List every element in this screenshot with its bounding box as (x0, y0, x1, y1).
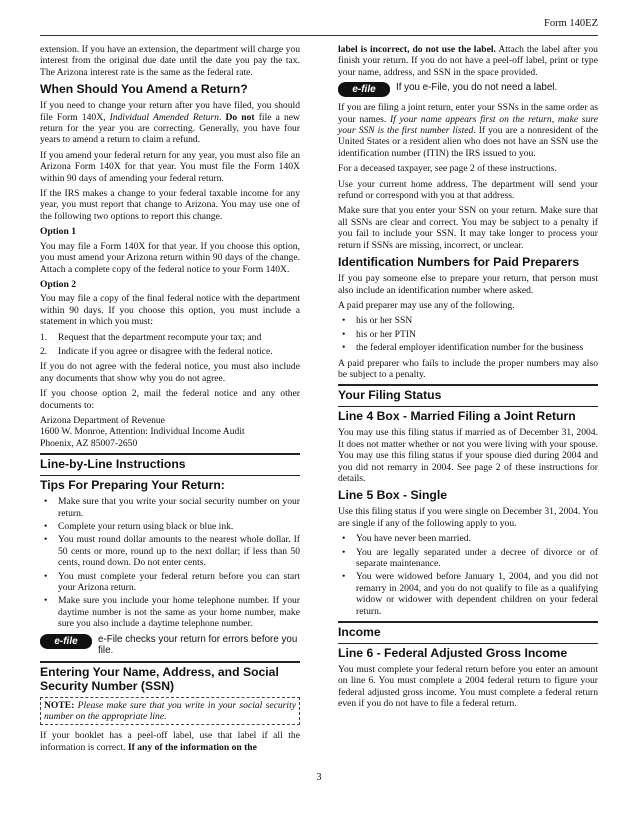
list-item: • You have never been married. (338, 533, 598, 544)
efile-logo-icon: e-file (40, 634, 92, 649)
amend-heading: When Should You Amend a Return? (40, 82, 248, 97)
mail-paragraph: If you choose option 2, mail the federal notice and any other documents to: (40, 388, 300, 411)
list-item: • the federal employer identification number for the business (338, 342, 598, 353)
list-item: • You were widowed before January 1, 2004, and you did not remarry in 2004, and you do not qualify to file as a qualifying widow or widower with dependent children on your federal return. (338, 571, 598, 617)
option-1-text: You may file a Form 140X for that year. If you choose this option, you must amend your Arizona return within 90 days of the change. Attach a complete copy of the federal notice to your Form 140X. (40, 240, 300, 275)
form-label: Form 140EZ (544, 18, 598, 29)
list-item: • Make sure you include your home telephone number. If your daytime number is not the same as your home number, make sure you also include a daytime telephone number. (40, 595, 300, 629)
amend-paragraph-3: If the IRS makes a change to your federal taxable income for any year, you must report that change to Arizona. You may use one of the following two options to report this change. (40, 188, 300, 222)
amend-paragraph-2: If you amend your federal return for any year, you must also file an Arizona Form 140X for that year. You must file the Form 140X within 90 days of amending your federal return. (40, 149, 300, 184)
efile-note: If you e-File, you do not need a label. (396, 82, 558, 94)
list-item: • You are legally separated under a decree of divorce or of separate maintenance. (338, 547, 598, 570)
right-column (338, 44, 598, 714)
line-4-paragraph: You may use this filing status if married as of December 31, 2004. It does not matter whether or not you were living with your spouse. You may use this filing status if your spouse died during 2004 and you did not remarry in 2004. See page 2 of these instructions for details. (338, 427, 598, 484)
ssn-note: NOTE: Please make sure that you write in your social security number on the appropriate line. (40, 697, 300, 726)
line-4-heading: Line 4 Box - Married Filing a Joint Return (338, 406, 598, 423)
ssn-paragraph: Make sure that you enter your SSN on your return. Make sure that all SSNs are clear and correct. You may be subject to a penalty if you fail to include your SSN. It may take longer to process your return if SSNs are missing, incorrect, or unclear. (338, 205, 598, 251)
joint-return-paragraph: If you are filing a joint return, enter your SSNs in the same order as your names. If your name appears first on the return, make sure your SSN is the first number listed. If you are a nonresident of the United States or a resident alien who does not have an SSN use the identification number (ITIN) the IRS issued to you. (338, 102, 599, 159)
filing-status-heading: Your Filing Status (338, 384, 598, 402)
deceased-paragraph: For a deceased taxpayer, see page 2 of these instructions. (338, 163, 557, 175)
list-item: • Make sure that you write your social security number on your return. (40, 496, 300, 519)
mailing-address: Arizona Department of Revenue 1600 W. Monroe, Attention: Individual Income Audit Phoenix, AZ 85007-2650 (40, 414, 245, 449)
list-item: • You must round dollar amounts to the nearest whole dollar. If 50 cents or more, round up to the next dollar; if less than 50 cents, round down. Do not enter cents. (40, 534, 300, 568)
id-list (338, 315, 598, 353)
efile-note: e-File checks your return for errors before you file. (98, 633, 298, 656)
home-address-paragraph: Use your current home address. The department will send your refund or correspond with you at that address. (338, 178, 598, 202)
id-paragraph-3: A paid preparer who fails to include the proper numbers may also be subject to a penalty. (338, 357, 598, 380)
list-item: • You must complete your federal return before you can start your Arizona return. (40, 571, 300, 594)
efile-logo-icon: e-file (338, 82, 390, 97)
label-continued-paragraph: label is incorrect, do not use the label. Attach the label after you finish your return. If you do not have a peel-off label, print or type your name, address, and SSN in the space provided. (338, 44, 598, 78)
left-column (40, 44, 300, 757)
line-6-heading: Line 6 - Federal Adjusted Gross Income (338, 643, 598, 660)
id-paragraph-2: A paid preparer may use any of the following. (338, 299, 515, 311)
list-item: • his or her PTIN (338, 329, 598, 340)
efile-callout (338, 82, 598, 97)
list-item: • his or her SSN (338, 315, 598, 326)
list-item: 1. Request that the department recompute your tax; and (40, 331, 262, 343)
line-5-heading: Line 5 Box - Single (338, 488, 448, 503)
page-number: 3 (316, 772, 322, 783)
line-by-line-heading: Line-by-Line Instructions (40, 453, 300, 471)
efile-callout (40, 634, 300, 656)
option-1-label: Option 1 (40, 226, 76, 238)
disagree-paragraph: If you do not agree with the federal notice, you must also include any documents that show why you do not agree. (40, 361, 300, 384)
amend-paragraph-1: If you need to change your return after you have filed, you should file Form 140X, Individual Amended Return. Do not file a new return for the year you are correcting. Generally, you have four years to amend a return to claim a refund. (40, 100, 300, 146)
option-2-label: Option 2 (40, 278, 76, 290)
entering-heading: Entering Your Name, Address, and Social Security Number (SSN) (40, 661, 300, 693)
page-header (40, 16, 598, 36)
label-paragraph: If your booklet has a peel-off label, use that label if all the information is correct. If any of the information on the (40, 730, 300, 753)
tips-list (40, 496, 300, 629)
option-2-steps (40, 332, 300, 358)
id-numbers-heading: Identification Numbers for Paid Preparers (338, 255, 580, 270)
line-6-paragraph: You must complete your federal return before you enter an amount on line 6. You must complete a 2004 federal return to figure your federal adjusted gross income. You must complete a federal return even if you do not have to file a federal return. (338, 664, 598, 710)
list-item: • Complete your return using black or blue ink. (40, 521, 300, 532)
list-item: 2. Indicate if you agree or disagree with the federal notice. (40, 345, 273, 357)
tips-heading: Tips For Preparing Your Return: (40, 475, 300, 492)
line-5-paragraph: Use this filing status if you were single on December 31, 2004. You are single if any of the following apply to you. (338, 506, 598, 529)
intro-paragraph: extension. If you have an extension, the department will charge you interest from the original due date until the date you pay the tax. The Arizona interest rate is the same as the federal rate. (40, 44, 300, 78)
id-paragraph-1: If you pay someone else to prepare your return, that person must also include an identification number where asked. (338, 273, 598, 296)
line-5-list (338, 533, 598, 617)
option-2-text: You may file a copy of the final federal notice with the department within 90 days. If you choose this option, you must include a statement in which you must: (40, 293, 300, 328)
income-heading: Income (338, 621, 598, 639)
